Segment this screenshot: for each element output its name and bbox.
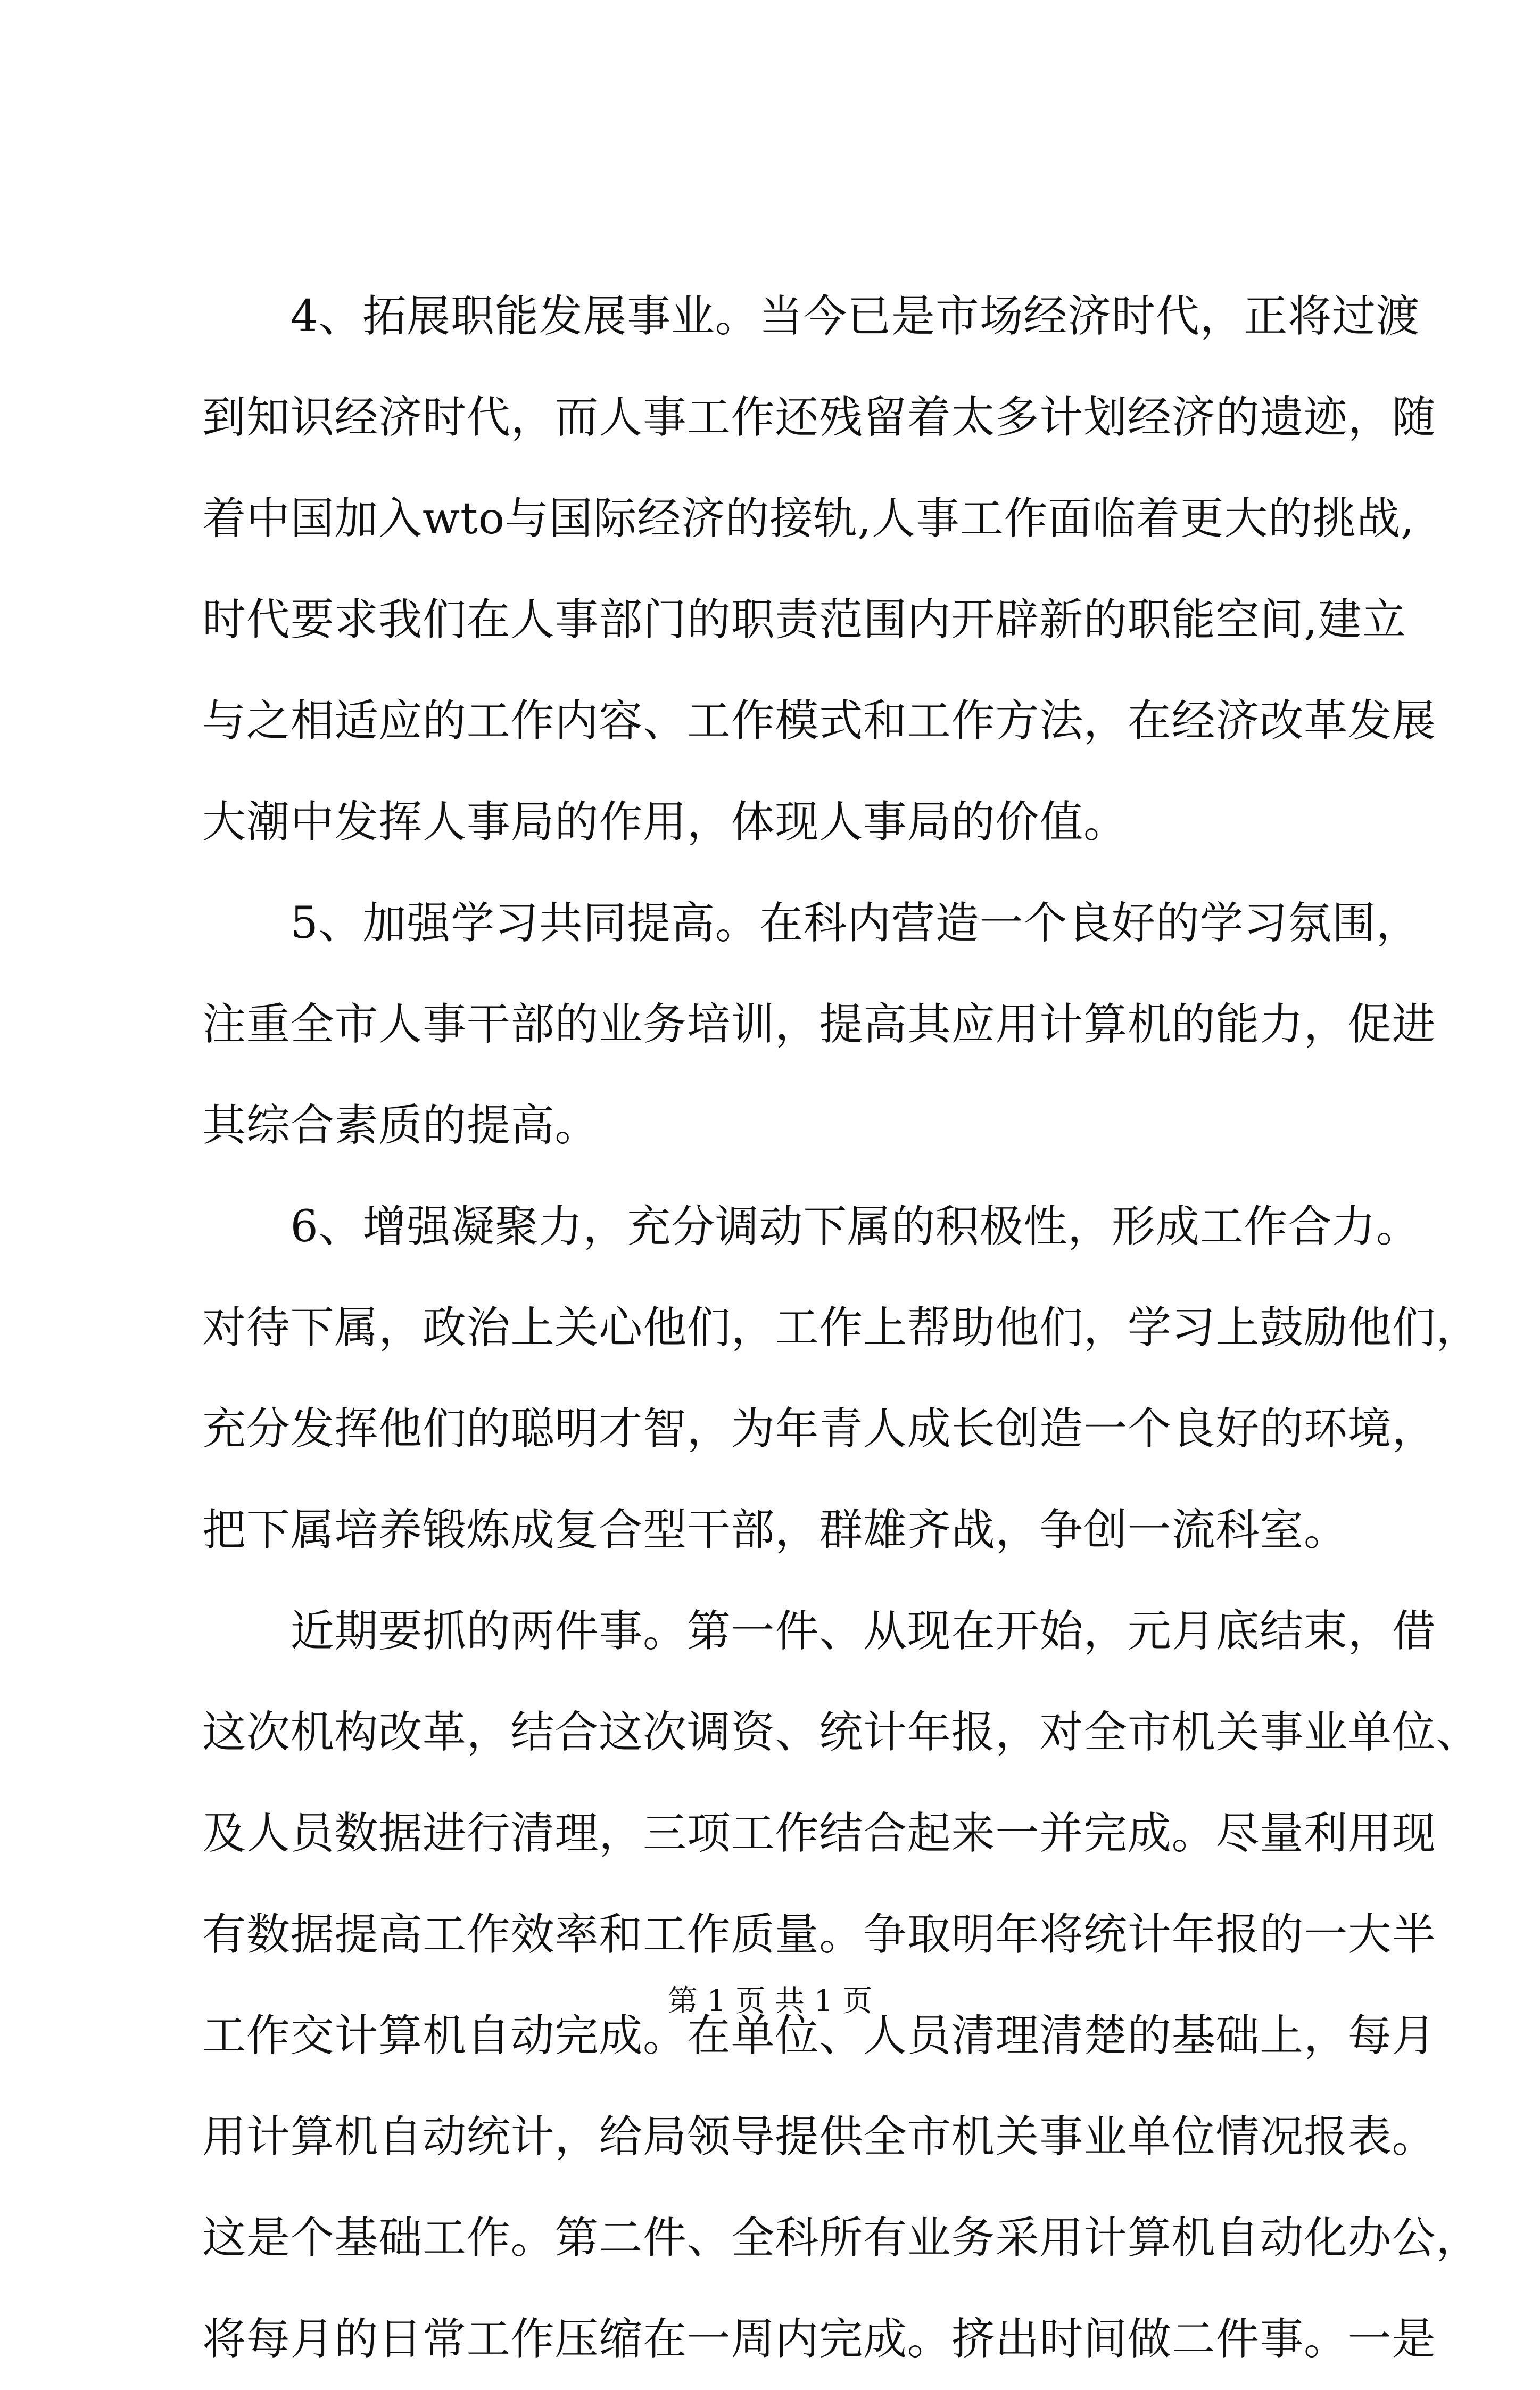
text-line: 其综合素质的提高。: [202, 1100, 599, 1151]
document-body: [202, 266, 1480, 2390]
text-line: 及人员数据进行清理，三项工作结合起来一并完成。尽量利用现: [202, 1808, 1436, 1859]
text-line: 5、加强学习共同提高。在科内营造一个良好的学习氛围，: [202, 898, 1420, 949]
text-line: 6、增强凝聚力，充分调动下属的积极性，形成工作合力。: [202, 1201, 1420, 1252]
page-number-label: 第 1 页 共 1 页: [667, 1984, 873, 2018]
text-line: 将每月的日常工作压缩在一周内完成。挤出时间做二件事。一是: [202, 2314, 1436, 2364]
text-line: 对待下属，政治上关心他们，工作上帮助他们，学习上鼓励他们，: [202, 1303, 1480, 1353]
text-line: 有数据提高工作效率和工作质量。争取明年将统计年报的一大半: [202, 1909, 1436, 1960]
page-footer: [0, 1980, 1540, 2023]
text-line: 着中国加入wto与国际经济的接轨,人事工作面临着更大的挑战,: [202, 493, 1415, 544]
text-line: 这次机构改革，结合这次调资、统计年报，对全市机关事业单位、: [202, 1707, 1480, 1758]
text-line: 时代要求我们在人事部门的职责范围内开辟新的职能空间,建立: [202, 595, 1406, 645]
text-line: 大潮中发挥人事局的作用，体现人事局的价值。: [202, 797, 1128, 847]
text-line: 把下属培养锻炼成复合型干部，群雄齐战，争创一流科室。: [202, 1505, 1348, 1555]
text-line: 注重全市人事干部的业务培训，提高其应用计算机的能力，促进: [202, 999, 1436, 1050]
text-line: 工作交计算机自动完成。在单位、人员清理清楚的基础上，每月: [202, 2010, 1436, 2061]
text-line: 充分发挥他们的聪明才智，为年青人成长创造一个良好的环境，: [202, 1404, 1436, 1454]
text-line: 与之相适应的工作内容、工作模式和工作方法，在经济改革发展: [202, 696, 1436, 746]
text-line: 用计算机自动统计，给局领导提供全市机关事业单位情况报表。: [202, 2112, 1436, 2162]
text-line: 这是个基础工作。第二件、全科所有业务采用计算机自动化办公，: [202, 2213, 1480, 2263]
text-line: 到知识经济时代，而人事工作还残留着太多计划经济的遗迹，随: [202, 392, 1436, 443]
text-line: 4、拓展职能发展事业。当今已是市场经济时代，正将过渡: [202, 291, 1420, 342]
text-line: 近期要抓的两件事。第一件、从现在开始，元月底结束，借: [202, 1606, 1436, 1656]
